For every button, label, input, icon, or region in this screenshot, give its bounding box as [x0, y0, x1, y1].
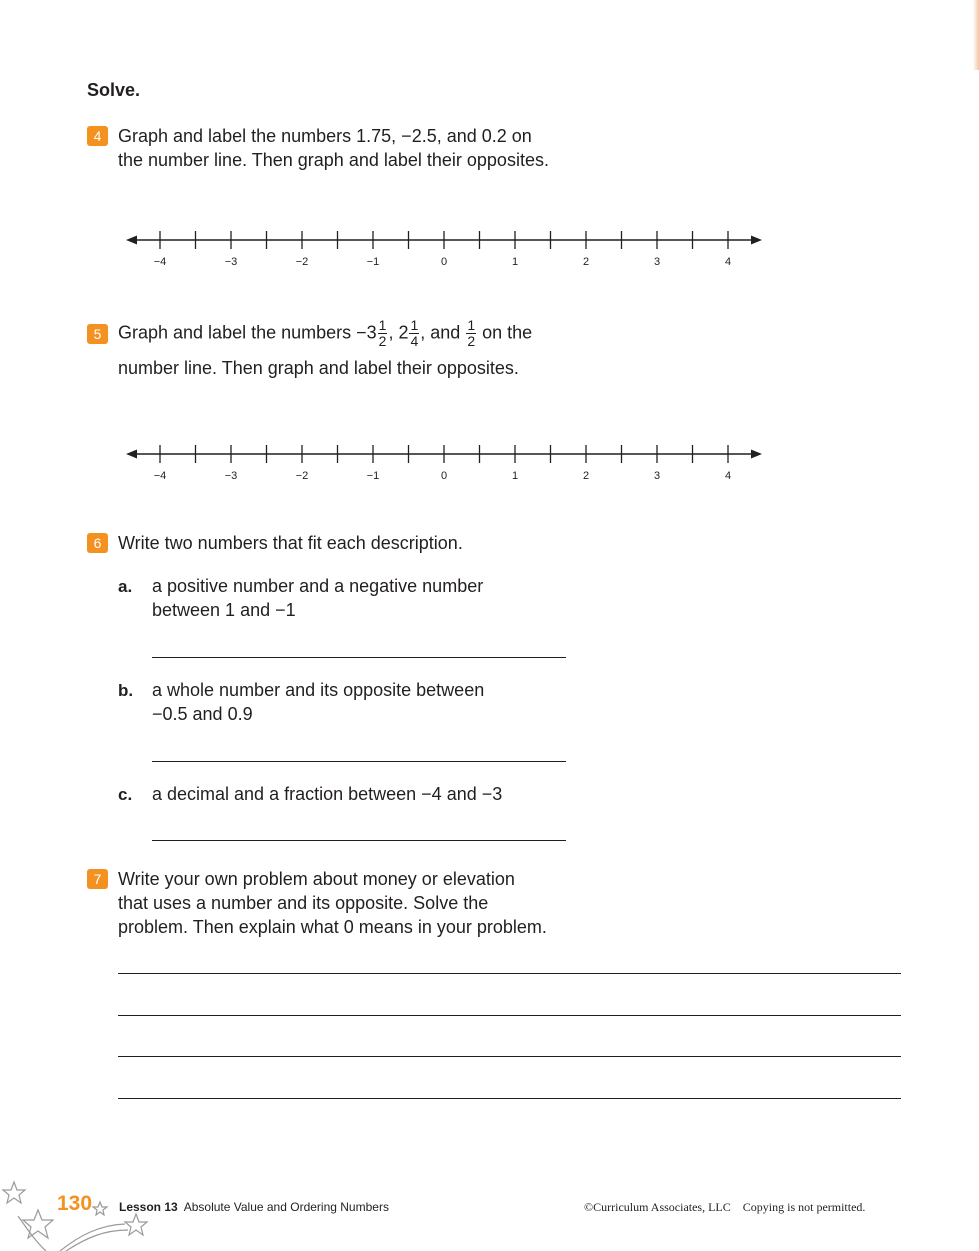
- part-a-line-1: a positive number and a negative number: [152, 576, 484, 596]
- tick-label: −1: [366, 470, 380, 482]
- part-b-line-1: a whole number and its opposite between: [152, 680, 485, 700]
- problem-7-answer-line[interactable]: [118, 1015, 901, 1016]
- tick-label: 2: [582, 256, 590, 268]
- part-a-text: [152, 574, 483, 622]
- fraction-numerator: 1: [410, 317, 419, 333]
- part-b-answer-line[interactable]: [152, 761, 566, 762]
- problem-5-text-d: on the: [477, 322, 533, 343]
- problem-5-text-c: , and: [420, 322, 466, 343]
- lesson-title: Absolute Value and Ordering Numbers: [183, 1200, 389, 1214]
- fraction-denominator: 2: [378, 333, 387, 349]
- problem-5-line-1: [118, 318, 532, 349]
- copyright-text: ©Curriculum Associates, LLC: [584, 1200, 731, 1214]
- lesson-label: Lesson 13: [119, 1200, 178, 1214]
- right-arrow-icon: [751, 450, 762, 459]
- fraction-denominator: 2: [467, 333, 476, 349]
- part-c-answer-line[interactable]: [152, 840, 566, 841]
- right-arrow-icon: [751, 236, 762, 245]
- left-arrow-icon: [126, 236, 137, 245]
- tick-label: −1: [366, 256, 380, 268]
- problem-6-badge: 6: [87, 533, 108, 553]
- part-b-letter: b.: [118, 681, 134, 700]
- tick-label: 0: [440, 470, 448, 482]
- problem-7-answer-line[interactable]: [118, 1056, 901, 1057]
- problem-4-text: [118, 124, 549, 172]
- fraction-denominator: 4: [410, 333, 419, 349]
- footer-copyright: [584, 1200, 865, 1215]
- problem-4-line-2: the number line. Then graph and label their opposites.: [118, 150, 549, 170]
- problem-7-answer-line[interactable]: [118, 1098, 901, 1099]
- page-edge-shade: [973, 0, 979, 70]
- tick-label: 2: [582, 470, 590, 482]
- tick-label: −3: [224, 256, 238, 268]
- fraction-numerator: 1: [378, 317, 387, 333]
- fraction-one-half-b: [466, 318, 476, 349]
- tick-label: −3: [224, 470, 238, 482]
- problem-7-badge: 7: [87, 869, 108, 889]
- tick-label: 1: [511, 470, 519, 482]
- tick-label: −4: [153, 256, 167, 268]
- number-line-4[interactable]: [118, 230, 778, 270]
- problem-7-line-2: that uses a number and its opposite. Solve the: [118, 893, 489, 913]
- number-line-5[interactable]: [118, 444, 778, 484]
- problem-6-text: Write two numbers that fit each description.: [118, 533, 463, 553]
- part-c-letter: c.: [118, 785, 133, 804]
- tick-label: −2: [295, 470, 309, 482]
- footer-lesson: [119, 1200, 389, 1214]
- tick-label: 3: [653, 256, 661, 268]
- page-number: 130: [57, 1192, 93, 1215]
- problem-5-line-2: number line. Then graph and label their opposites.: [118, 358, 519, 378]
- part-c-text: a decimal and a fraction between −4 and −3: [152, 784, 503, 804]
- left-arrow-icon: [126, 450, 137, 459]
- problem-5-text-b: , 2: [388, 322, 409, 343]
- tick-label: −4: [153, 470, 167, 482]
- tick-label: −2: [295, 256, 309, 268]
- tick-label: 0: [440, 256, 448, 268]
- tick-label: 3: [653, 470, 661, 482]
- problem-7-answer-line[interactable]: [118, 973, 901, 974]
- fraction-one-quarter: [409, 318, 419, 349]
- fraction-one-half: [378, 318, 388, 349]
- problem-7-text: [118, 867, 547, 939]
- problem-5-text-a: Graph and label the numbers −3: [118, 322, 377, 343]
- part-a-letter: a.: [118, 577, 133, 596]
- tick-label: 1: [511, 256, 519, 268]
- part-a-answer-line[interactable]: [152, 657, 566, 658]
- problem-4-line-1: Graph and label the numbers 1.75, −2.5, and 0.2 on: [118, 126, 532, 146]
- part-b-text: [152, 678, 484, 726]
- problem-7-line-1: Write your own problem about money or elevation: [118, 869, 515, 889]
- part-a-line-2: between 1 and −1: [152, 600, 296, 620]
- fraction-numerator: 1: [467, 317, 476, 333]
- problem-7-line-3: problem. Then explain what 0 means in your problem.: [118, 917, 547, 937]
- tick-label: 4: [724, 256, 732, 268]
- tick-label: 4: [724, 470, 732, 482]
- problem-5-badge: 5: [87, 324, 108, 344]
- problem-4-badge: 4: [87, 126, 108, 146]
- copy-notice: Copying is not permitted.: [742, 1200, 866, 1214]
- section-heading: Solve.: [87, 80, 141, 100]
- part-b-line-2: −0.5 and 0.9: [152, 704, 253, 724]
